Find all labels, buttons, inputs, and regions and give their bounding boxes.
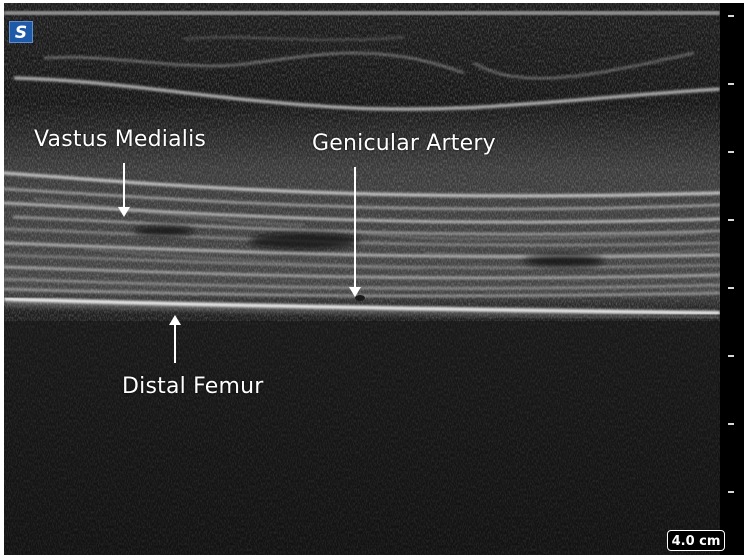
depth-tick xyxy=(728,151,734,153)
vendor-logo-icon: S xyxy=(9,21,33,43)
depth-tick xyxy=(728,423,734,425)
genicular-artery-label: Genicular Artery xyxy=(312,131,496,156)
distal-femur-label: Distal Femur xyxy=(122,374,264,399)
depth-tick xyxy=(728,287,734,289)
depth-scale-badge: 4.0 cm xyxy=(667,530,725,551)
depth-tick xyxy=(728,219,734,221)
depth-tick xyxy=(728,491,734,493)
depth-tick xyxy=(728,83,734,85)
vastus-medialis-label: Vastus Medialis xyxy=(34,127,207,152)
ultrasound-image xyxy=(4,3,744,555)
depth-tick xyxy=(728,355,734,357)
depth-tick xyxy=(728,15,734,17)
ultrasound-frame xyxy=(4,3,744,555)
